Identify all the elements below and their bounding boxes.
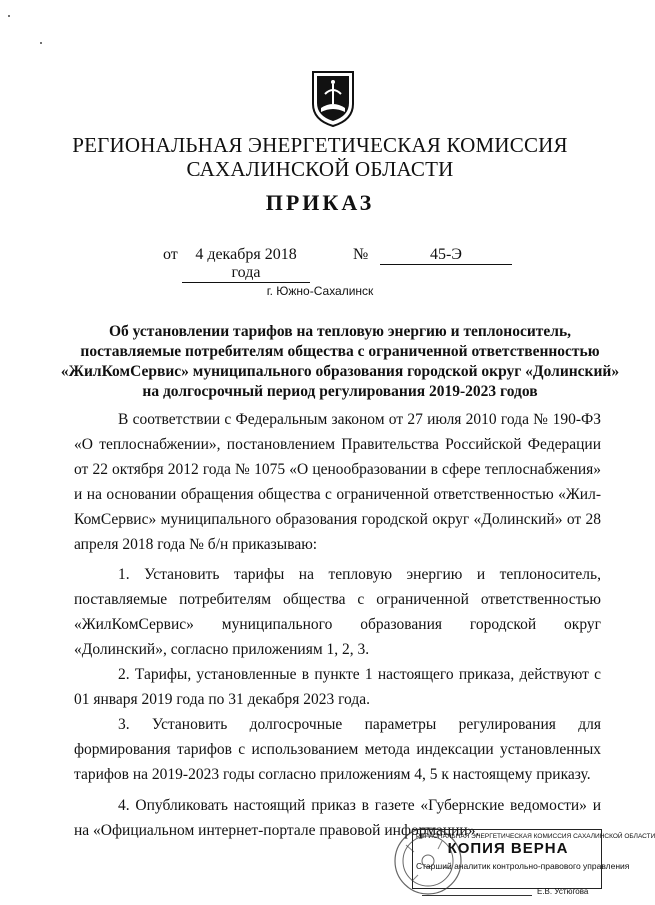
order-number: 45-Э: [380, 246, 512, 265]
item-4-text: 4. Опубликовать настоящий приказ в газете «Губернские ведомости» и на «Официальном интернет-портале правовой информации».: [74, 797, 601, 839]
certified-copy-stamp: [392, 825, 655, 900]
order-subject: Об установлении тарифов на тепловую энергию и теплоноситель, поставляемые потребителям общества с ограниченной ответственностью «ЖилКомСервис» муниципального образования городской округ «Долинский» на долгосрочный период регулирования 2019-2023 годов: [60, 323, 620, 400]
scan-speck: [40, 42, 42, 44]
document-type-title: ПРИКАЗ: [265, 190, 375, 215]
item-3-text: 3. Установить долгосрочные параметры регулирования для формирования тарифов с использованием метода индексации установленных тарифов на 2019-2023 годы согласно приложениям 4, 5 к настоящему приказу.: [74, 716, 601, 783]
stamp-org-name: РЕГИОНАЛЬНАЯ ЭНЕРГЕТИЧЕСКАЯ КОМИССИЯ САХАЛИНСКОЙ ОБЛАСТИ: [416, 833, 655, 840]
item-1-text: 1. Установить тарифы на тепловую энергию и теплоноситель, поставляемые потребителям общества с ограниченной ответственностью «ЖилКомСервис» муниципального образования городской округ «Долинский», согласно приложениям 1, 2, 3.: [74, 566, 601, 658]
stamp-copy-label: КОПИЯ ВЕРНА: [447, 840, 569, 857]
city-name: г. Южно-Сахалинск: [266, 284, 374, 298]
order-item-3: [74, 712, 601, 787]
body-intro-paragraph: [74, 407, 601, 557]
item-2-text: 2. Тарифы, установленные в пункте 1 настоящего приказа, действуют с 01 января 2019 года по 31 декабря 2023 года.: [74, 666, 601, 708]
round-seal-icon: [392, 825, 464, 897]
order-date: 4 декабря 2018 года: [182, 246, 310, 283]
number-sign: №: [353, 246, 369, 263]
intro-text: В соответствии с Федеральным законом от 27 июля 2010 года № 190-ФЗ «О теплоснабжении», постановлением Правительства Российской Федерации от 22 октября 2012 года № 1075 «О ценообразовании в сфере теплоснабжения» и на основании обращения общества с ограниченной ответственностью «Жил-КомСервис» муниципального образования городской округ «Долинский» от 28 апреля 2018 года № б/н приказываю:: [74, 411, 601, 553]
order-item-2: [74, 662, 601, 712]
date-prefix: от: [163, 246, 178, 263]
order-item-1: [74, 562, 601, 662]
stamp-signer-role: Старший аналитик контрольно-правового управления: [416, 861, 630, 871]
org-name-line2: САХАЛИНСКОЙ ОБЛАСТИ: [186, 157, 454, 181]
org-name-line1: РЕГИОНАЛЬНАЯ ЭНЕРГЕТИЧЕСКАЯ КОМИССИЯ: [72, 133, 568, 157]
coat-of-arms-icon: [309, 70, 357, 128]
order-date-number-line: [0, 246, 640, 281]
stamp-signer-name: Е.В. Устюгова: [537, 887, 589, 896]
scan-speck: [8, 15, 10, 17]
